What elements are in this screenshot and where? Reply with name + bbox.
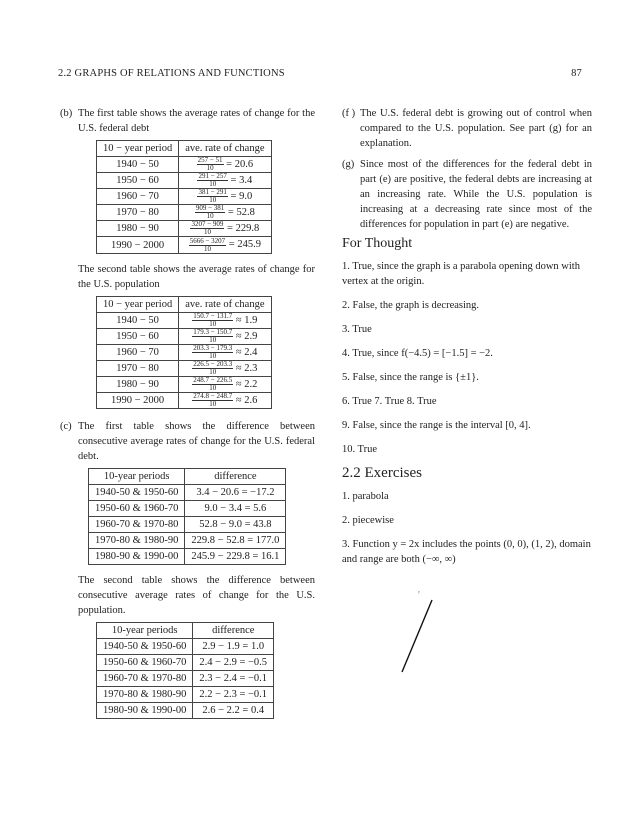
table-row [89, 485, 286, 501]
for-thought-heading: For Thought [342, 236, 413, 251]
difference-cell: 52.8 − 9.0 = 43.8 [185, 517, 286, 533]
table-row [97, 157, 272, 173]
period-cell: 1950-60 & 1960-70 [89, 501, 185, 517]
item-f [342, 106, 592, 151]
relation: ≈ [235, 346, 242, 358]
rate-value: 2.6 [244, 395, 258, 407]
difference-cell: 2.3 − 2.4 = −0.1 [193, 671, 274, 687]
list-item: 6. True 7. True 8. True [342, 396, 437, 407]
difference-cell: 2.4 − 2.9 = −0.5 [193, 655, 274, 671]
item-label: (b) [60, 108, 73, 119]
table-row [97, 376, 272, 392]
item-label: (g) [342, 159, 355, 170]
rate-value: 2.3 [244, 362, 258, 374]
list-item: 10. True [342, 444, 378, 455]
fraction [192, 345, 233, 360]
paragraph: The second table shows the average rates of change for the U.S. population [78, 263, 315, 290]
debt-difference-table [88, 468, 286, 565]
running-header [58, 68, 582, 79]
relation: ≈ [235, 314, 242, 326]
fraction [192, 377, 233, 392]
list-item: 1. parabola [342, 491, 389, 502]
rate-cell [179, 312, 271, 328]
table-row [97, 671, 274, 687]
section-title: 2.2 GRAPHS OF RELATIONS AND FUNCTIONS [58, 68, 285, 79]
fraction [192, 393, 233, 408]
period-cell: 1940 − 50 [97, 157, 179, 173]
period-cell: 1990 − 2000 [97, 393, 179, 409]
denominator: 10 [209, 367, 217, 376]
difference-cell: 9.0 − 3.4 = 5.6 [185, 501, 286, 517]
period-cell: 1960-70 & 1970-80 [89, 517, 185, 533]
table-row [97, 655, 274, 671]
relation: ≈ [235, 362, 242, 374]
table-row [97, 703, 274, 719]
rate-cell [179, 328, 271, 344]
rate-cell [179, 376, 271, 392]
table-row [97, 237, 272, 253]
period-cell: 1980 − 90 [97, 376, 179, 392]
table-row [89, 517, 286, 533]
relation: = [226, 159, 233, 170]
fraction [189, 238, 226, 253]
rate-value: 9.0 [239, 191, 253, 203]
denominator: 10 [209, 180, 217, 189]
item-text: The U.S. federal debt is growing out of control when compared to the U.S. population. See part (g) for an explanation. [360, 108, 592, 149]
rate-cell [179, 344, 271, 360]
relation: ≈ [235, 330, 242, 342]
denominator: 10 [209, 351, 217, 360]
exercises-heading: 2.2 Exercises [342, 465, 422, 481]
period-cell: 1980-90 & 1990-00 [97, 703, 193, 719]
rate-value: 2.9 [244, 330, 258, 342]
period-cell: 1980-90 & 1990-00 [89, 549, 185, 565]
rate-value: 52.8 [236, 207, 255, 219]
item-c [60, 419, 315, 464]
rate-cell [179, 237, 271, 253]
rate-value: 3.4 [239, 175, 253, 187]
relation: ≈ [235, 395, 242, 407]
relation: = [228, 239, 235, 251]
fraction [197, 189, 227, 204]
rate-value: 20.6 [234, 159, 254, 170]
table-row [97, 189, 272, 205]
difference-cell: 245.9 − 229.8 = 16.1 [185, 549, 286, 565]
period-cell: 1960 − 70 [97, 189, 179, 205]
relation: = [230, 191, 237, 203]
numerator: 248.7 − 226.5 [193, 376, 233, 385]
period-cell: 1940 − 50 [97, 312, 179, 328]
denominator: 10 [203, 244, 211, 253]
function-line [402, 600, 432, 672]
denominator: 10 [209, 400, 217, 409]
table-row [89, 501, 286, 517]
period-cell: 1960-70 & 1970-80 [97, 671, 193, 687]
col-header: difference [185, 469, 286, 485]
relation: ≈ [235, 378, 242, 390]
table-row [97, 312, 272, 328]
fraction [197, 173, 227, 188]
denominator: 10 [203, 228, 211, 237]
table-header-row [97, 623, 274, 639]
list-item: 9. False, since the range is the interval [0, 4]. [342, 420, 531, 431]
col-header: 10-year periods [89, 469, 185, 485]
rate-value: 2.4 [244, 346, 258, 358]
list-item: 3. True [342, 324, 372, 335]
table-header-row [89, 469, 286, 485]
period-cell: 1970 − 80 [97, 360, 179, 376]
y-axis-label: y [418, 589, 420, 594]
fraction [190, 221, 224, 236]
population-rate-table [96, 296, 272, 410]
numerator: 909 − 381 [195, 204, 225, 213]
item-label: (c) [60, 421, 72, 433]
table-row [97, 687, 274, 703]
col-header: 10 − year period [97, 296, 179, 312]
difference-cell: 3.4 − 20.6 = −17.2 [185, 485, 286, 501]
rate-value: 245.9 [237, 239, 261, 251]
relation: = [227, 223, 233, 235]
difference-cell: 2.2 − 2.3 = −0.1 [193, 687, 274, 703]
col-header: ave. rate of change [179, 141, 271, 157]
debt-rate-table [96, 140, 272, 254]
fraction [192, 329, 233, 344]
col-header: 10-year periods [97, 623, 193, 639]
fraction [197, 157, 224, 172]
fraction [195, 205, 225, 220]
rate-cell [179, 205, 271, 221]
exercise-list [342, 489, 592, 567]
col-header: ave. rate of change [179, 296, 271, 312]
fraction [192, 313, 233, 328]
list-item: 1. True, since the graph is a parabola opening down with vertex at the origin. [342, 261, 580, 287]
period-cell: 1990 − 2000 [97, 237, 179, 253]
denominator: 10 [209, 319, 217, 328]
denominator: 10 [209, 384, 217, 393]
period-cell: 1940-50 & 1950-60 [89, 485, 185, 501]
item-label: (f ) [342, 108, 356, 119]
population-difference-table [96, 622, 274, 719]
table-row [97, 205, 272, 221]
rate-cell [179, 360, 271, 376]
list-item: 2. piecewise [342, 515, 394, 526]
period-cell: 1950-60 & 1960-70 [97, 655, 193, 671]
rate-cell [179, 157, 271, 173]
table-row [97, 328, 272, 344]
rate-cell [179, 189, 271, 205]
period-cell: 1950 − 60 [97, 173, 179, 189]
numerator: 381 − 291 [198, 188, 227, 197]
period-cell: 1940-50 & 1950-60 [97, 639, 193, 655]
numerator: 150.7 − 131.7 [193, 311, 233, 320]
table-row [97, 221, 272, 237]
table-row [97, 360, 272, 376]
rate-value: 2.2 [244, 378, 258, 390]
relation: = [227, 207, 234, 219]
period-cell: 1980 − 90 [97, 221, 179, 237]
table-row [97, 639, 274, 655]
numerator: 274.8 − 248.7 [193, 392, 233, 401]
difference-cell: 2.6 − 2.2 = 0.4 [193, 703, 274, 719]
table-row [97, 173, 272, 189]
numerator: 3207 − 909 [191, 220, 224, 229]
paragraph: The second table shows the difference between consecutive average rates of change for the U.S. population. [78, 575, 315, 617]
period-cell: 1950 − 60 [97, 328, 179, 344]
list-item: 5. False, since the range is {±1}. [342, 372, 479, 383]
denominator: 10 [206, 164, 214, 173]
right-column [342, 106, 592, 576]
col-header: 10 − year period [97, 141, 179, 157]
col-header: difference [193, 623, 274, 639]
difference-cell: 2.9 − 1.9 = 1.0 [193, 639, 274, 655]
denominator: 10 [206, 212, 214, 221]
period-cell: 1960 − 70 [97, 344, 179, 360]
line-graph [398, 588, 448, 678]
item-g [342, 157, 592, 232]
table-header-row [97, 296, 272, 312]
table-row [97, 393, 272, 409]
page-number: 87 [571, 68, 582, 79]
rate-cell [179, 173, 271, 189]
fraction [192, 361, 233, 376]
numerator: 226.5 − 203.3 [193, 359, 233, 368]
denominator: 10 [209, 335, 217, 344]
relation: = [230, 175, 237, 187]
table-row [89, 549, 286, 565]
table-row [97, 344, 272, 360]
item-text: The first table shows the difference between consecutive average rates of change for the U.S. federal debt. [78, 421, 315, 463]
for-thought-list [342, 259, 592, 457]
table-header-row [97, 141, 272, 157]
rate-cell [179, 393, 271, 409]
period-cell: 1970-80 & 1980-90 [97, 687, 193, 703]
item-text: The first table shows the average rates of change for the U.S. federal debt [78, 108, 315, 134]
left-column [60, 106, 315, 727]
period-cell: 1970-80 & 1980-90 [89, 533, 185, 549]
numerator: 257 − 51 [197, 156, 223, 165]
numerator: 291 − 257 [198, 172, 227, 181]
numerator: 5666 − 3207 [189, 236, 226, 245]
numerator: 203.3 − 179.3 [193, 343, 233, 352]
table-row [89, 533, 286, 549]
list-item: 2. False, the graph is decreasing. [342, 300, 480, 311]
item-b [60, 106, 315, 136]
denominator: 10 [209, 196, 217, 205]
rate-cell [179, 221, 271, 237]
numerator: 179.3 − 150.7 [193, 327, 233, 336]
list-item: 3. Function y = 2x includes the points (0, 0), (1, 2), domain and range are both (−∞, ∞) [342, 539, 591, 565]
rate-value: 229.8 [235, 223, 260, 235]
item-text: Since most of the differences for the federal debt in part (e) are positive, the federal debts are increasing at an increasing rate. While the U.S. population is increasing at a decreasing rate since most of the differences for population in part (e) are negative. [360, 159, 592, 230]
rate-value: 1.9 [244, 314, 258, 326]
period-cell: 1970 − 80 [97, 205, 179, 221]
difference-cell: 229.8 − 52.8 = 177.0 [185, 533, 286, 549]
list-item: 4. True, since f(−4.5) = [−1.5] = −2. [342, 348, 493, 359]
